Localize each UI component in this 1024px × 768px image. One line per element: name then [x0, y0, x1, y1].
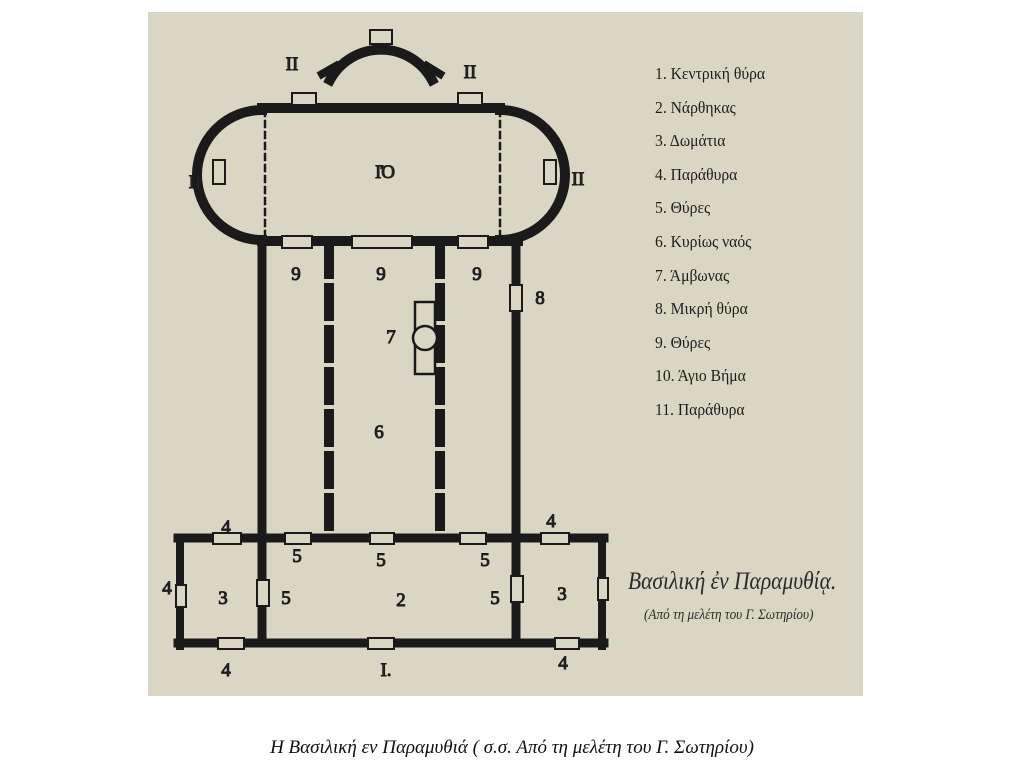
label-narthex: 2: [396, 590, 406, 611]
plate-title: Βασιλική ἐν Παραμυθίᾳ.: [628, 568, 837, 595]
legend-item: 2. Νάρθηκας: [655, 97, 736, 117]
label-door-5-b: 5: [376, 550, 386, 571]
legend-item: 9. Θύρες: [655, 332, 711, 352]
ambo-shape: [413, 302, 437, 374]
plate-source: (Από τη μελέτη του Γ. Σωτηρίου): [644, 607, 814, 623]
legend-item: 4. Παράθυρα: [655, 164, 738, 184]
label-door-5-e: 5: [490, 588, 500, 609]
legend-item: 6. Κυρίως ναός: [655, 231, 752, 251]
label-bema: IΌ: [374, 162, 396, 183]
label-door-9-left: 9: [291, 264, 301, 285]
label-window-4-bottom-left: 4: [221, 660, 231, 681]
label-window-4-top-left: 4: [221, 517, 231, 538]
label-apse-top-right: II: [463, 62, 477, 83]
label-apse-right: II: [571, 169, 585, 190]
label-window-4-bottom-right: 4: [558, 653, 568, 674]
label-room-left: 3: [218, 588, 228, 609]
label-door-5-a: 5: [292, 546, 302, 567]
legend-item: 8. Μικρή θύρα: [655, 299, 748, 319]
label-nave: 6: [374, 422, 384, 443]
top-apse: [330, 50, 432, 80]
label-door-5-c: 5: [480, 550, 490, 571]
left-apse: [197, 110, 262, 240]
legend-item: 10. Άγιο Βήμα: [655, 366, 746, 386]
label-ambo: 7: [386, 327, 396, 348]
label-apse-left: II: [188, 172, 202, 193]
label-room-right: 3: [557, 584, 567, 605]
label-small-door: 8: [535, 288, 545, 309]
legend-item: 5. Θύρες: [655, 198, 711, 218]
label-main-door: I.: [380, 660, 392, 681]
label-door-9-right: 9: [472, 264, 482, 285]
legend-item: 1. Κεντρική θύρα: [655, 64, 766, 83]
legend-item: 7. Άμβωνας: [655, 265, 730, 285]
image-caption: Η Βασιλική εν Παραμυθιά ( σ.σ. Από τη μελέτη του Γ. Σωτηρίου): [270, 737, 754, 758]
label-window-4-left: 4: [162, 578, 172, 599]
label-apse-top-left: II: [285, 54, 299, 75]
label-door-9-mid: 9: [376, 264, 386, 285]
label-door-5-d: 5: [281, 588, 291, 609]
legend-list: [655, 62, 775, 432]
legend-item: 11. Παράθυρα: [655, 399, 745, 419]
legend-item: 3. Δωμάτια: [655, 131, 726, 151]
label-window-4-top-right: 4: [546, 511, 556, 532]
